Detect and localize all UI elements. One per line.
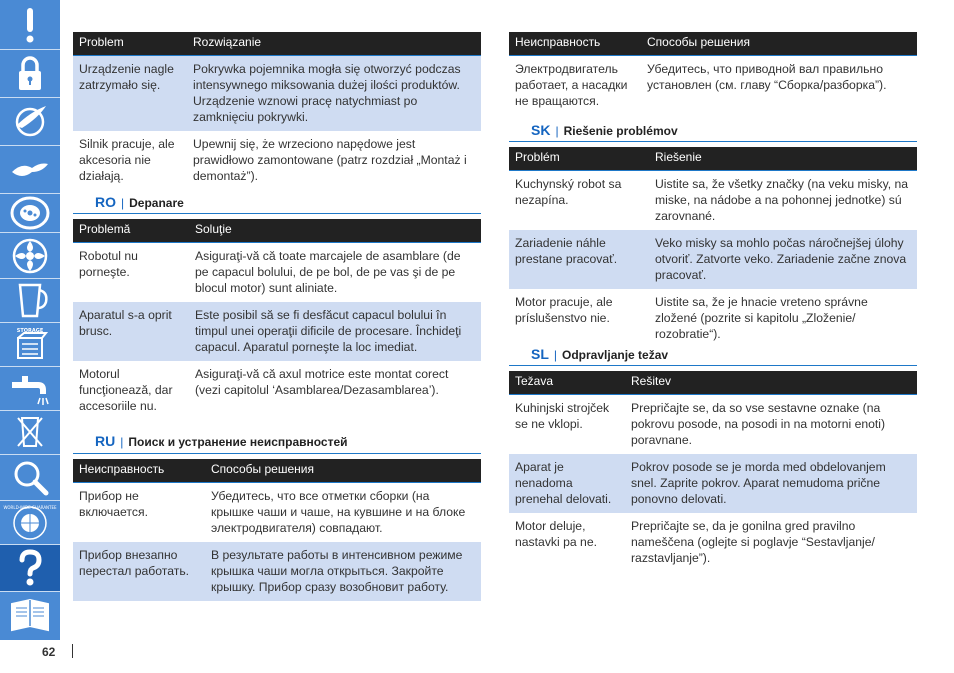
section-title: Depanare [129, 196, 184, 210]
table-header: Riešenie [649, 147, 917, 171]
table-header: Soluţie [189, 219, 481, 243]
faucet-icon[interactable] [2, 368, 58, 410]
problem-cell: Aparat je nenadoma prenehal delovati. [509, 454, 625, 513]
table-header: Rešitev [625, 371, 917, 395]
storage-label: STORAGE [16, 328, 44, 334]
table-row [73, 302, 481, 361]
ru-cont-troubleshooting-table [509, 32, 917, 115]
section-title: Поиск и устранение неисправностей [128, 435, 348, 449]
problem-cell: Robotul nu porneşte. [73, 243, 189, 303]
solution-cell: Pokrov posode se je morda med obdelovanjem snel. Zaprite pokrov. Aparat nemudoma prične ponovno delovati. [625, 454, 917, 513]
problem-cell: Прибор внезапно перестал работать. [73, 542, 205, 601]
table-row [509, 395, 917, 455]
table-row [509, 230, 917, 289]
problem-cell: Прибор не включается. [73, 483, 205, 543]
table-row [73, 56, 481, 132]
section-heading-ro: RO | Depanare [95, 194, 184, 210]
section-heading-sl: SL | Odpravljanje težav [531, 346, 669, 362]
ro-troubleshooting-table [73, 219, 481, 420]
sk-troubleshooting-table [509, 147, 917, 348]
table-row [73, 131, 481, 190]
language-code: SL [531, 346, 549, 362]
section-heading-sk: SK | Riešenie problémov [531, 122, 678, 138]
problem-cell: Urządzenie nagle zatrzymało się. [73, 56, 187, 132]
page-number-divider [72, 644, 73, 658]
table-header: Неисправность [509, 32, 641, 56]
magnifier-icon[interactable] [2, 456, 58, 498]
table-row [509, 289, 917, 348]
problem-cell: Motorul funcţionează, dar accesoriile nu. [73, 361, 189, 420]
table-header: Problemă [73, 219, 189, 243]
language-code: RO [95, 194, 116, 210]
problem-cell: Kuchynský robot sa nezapína. [509, 171, 649, 231]
table-header: Способы решения [641, 32, 917, 56]
table-row [73, 483, 481, 543]
page-number: 62 [42, 645, 56, 659]
lock-icon[interactable] [2, 52, 58, 94]
section-heading-ru: RU | Поиск и устранение неисправностей [95, 433, 348, 449]
table-row [509, 56, 917, 116]
exclamation-icon[interactable] [2, 4, 58, 46]
table-header: Problém [509, 147, 649, 171]
solution-cell: Este posibil să se fi desfăcut capacul bolului în timpul unei operaţii dificile de procesare. Închideţi capacul. Aparatul porneşte la loc imediat. [189, 302, 481, 361]
sidebar-nav [0, 0, 60, 640]
table-row [73, 542, 481, 601]
sl-troubleshooting-table [509, 371, 917, 572]
guarantee-label: WORLD-WIDE GUARANTEE [3, 505, 57, 510]
solution-cell: Upewnij się, że wrzeciono napędowe jest prawidłowo zamontowane (patrz rozdział „Montaż i demontaż”). [187, 131, 481, 190]
language-code: SK [531, 122, 551, 138]
solution-cell: Asiguraţi-vă că toate marcajele de asamblare (de pe capacul bolului, de pe bol, de pe vas şi de pe blocul motor) sunt aliniate. [189, 243, 481, 303]
problem-cell: Электродвигатель работает, а насадки не вращаются. [509, 56, 641, 116]
guarantee-icon[interactable] [2, 502, 58, 544]
disc-icon[interactable] [2, 192, 58, 234]
solution-cell: Убедитесь, что приводной вал правильно установлен (см. главу “Сборка/разборка”). [641, 56, 917, 116]
solution-cell: Uistite sa, že všetky značky (na veku misky, na miske, na nádobe a na pohonnej jednotke) sú zarovnané. [649, 171, 917, 231]
table-header: Rozwiązanie [187, 32, 481, 56]
question-icon[interactable] [0, 545, 60, 591]
language-code: RU [95, 433, 116, 449]
problem-cell: Zariadenie náhle prestane pracovať. [509, 230, 649, 289]
solution-cell: Prepričajte se, da je gonilna gred pravilno nameščena (oglejte si poglavje “Sestavljanje/ razstavljanje”). [625, 513, 917, 572]
solution-cell: Asiguraţi-vă că axul motrice este montat corect (vezi capitolul ‘Asamblarea/Dezasamblarea’). [189, 361, 481, 420]
pl-troubleshooting-table [73, 32, 481, 190]
book-icon[interactable] [2, 594, 58, 636]
solution-cell: Veko misky sa mohlo počas náročnejšej úlohy otvoriť. Zatvorte veko. Zariadenie začne znova pracovať. [649, 230, 917, 289]
section-title: Riešenie problémov [563, 124, 678, 138]
storage-icon[interactable] [2, 322, 58, 364]
solution-cell: Uistite sa, že je hnacie vreteno správne zložené (pozrite si kapitolu „Zloženie/ rozobratie“). [649, 289, 917, 348]
solution-cell: Prepričajte se, da so vse sestavne oznake (na pokrovu posode, na posodi in na motorni enoti) poravnane. [625, 395, 917, 455]
table-row [509, 171, 917, 231]
problem-cell: Motor deluje, nastavki pa ne. [509, 513, 625, 572]
table-header: Problem [73, 32, 187, 56]
solution-cell: В результате работы в интенсивном режиме крышка чаши могла открыться. Закройте крышку. Прибор сразу возобновит работу. [205, 542, 481, 601]
table-row [73, 361, 481, 420]
solution-cell: Pokrywka pojemnika mogła się otworzyć podczas intensywnego miksowania dużej ilości produktów. Urządzenie wznowi pracę natychmiast po zamknięciu pokrywki. [187, 56, 481, 132]
solution-cell: Убедитесь, что все отметки сборки (на крышке чаши и чаше, на кувшине и на блоке электродвигателя) совпадают. [205, 483, 481, 543]
bin-icon[interactable] [2, 410, 58, 452]
table-row [509, 454, 917, 513]
table-header: Способы решения [205, 459, 481, 483]
table-row [73, 243, 481, 303]
problem-cell: Aparatul s-a oprit brusc. [73, 302, 189, 361]
jug-icon[interactable] [2, 280, 58, 322]
table-header: Неисправность [73, 459, 205, 483]
blade-icon[interactable] [2, 100, 58, 142]
ru-troubleshooting-table [73, 459, 481, 601]
problem-cell: Silnik pracuje, ale akcesoria nie działają. [73, 131, 187, 190]
section-title: Odpravljanje težav [562, 348, 669, 362]
problem-cell: Kuhinjski strojček se ne vklopi. [509, 395, 625, 455]
table-header: Težava [509, 371, 625, 395]
problem-cell: Motor pracuje, ale príslušenstvo nie. [509, 289, 649, 348]
table-row [509, 513, 917, 572]
whisk-icon[interactable] [2, 148, 58, 190]
fan-icon[interactable] [2, 235, 58, 277]
